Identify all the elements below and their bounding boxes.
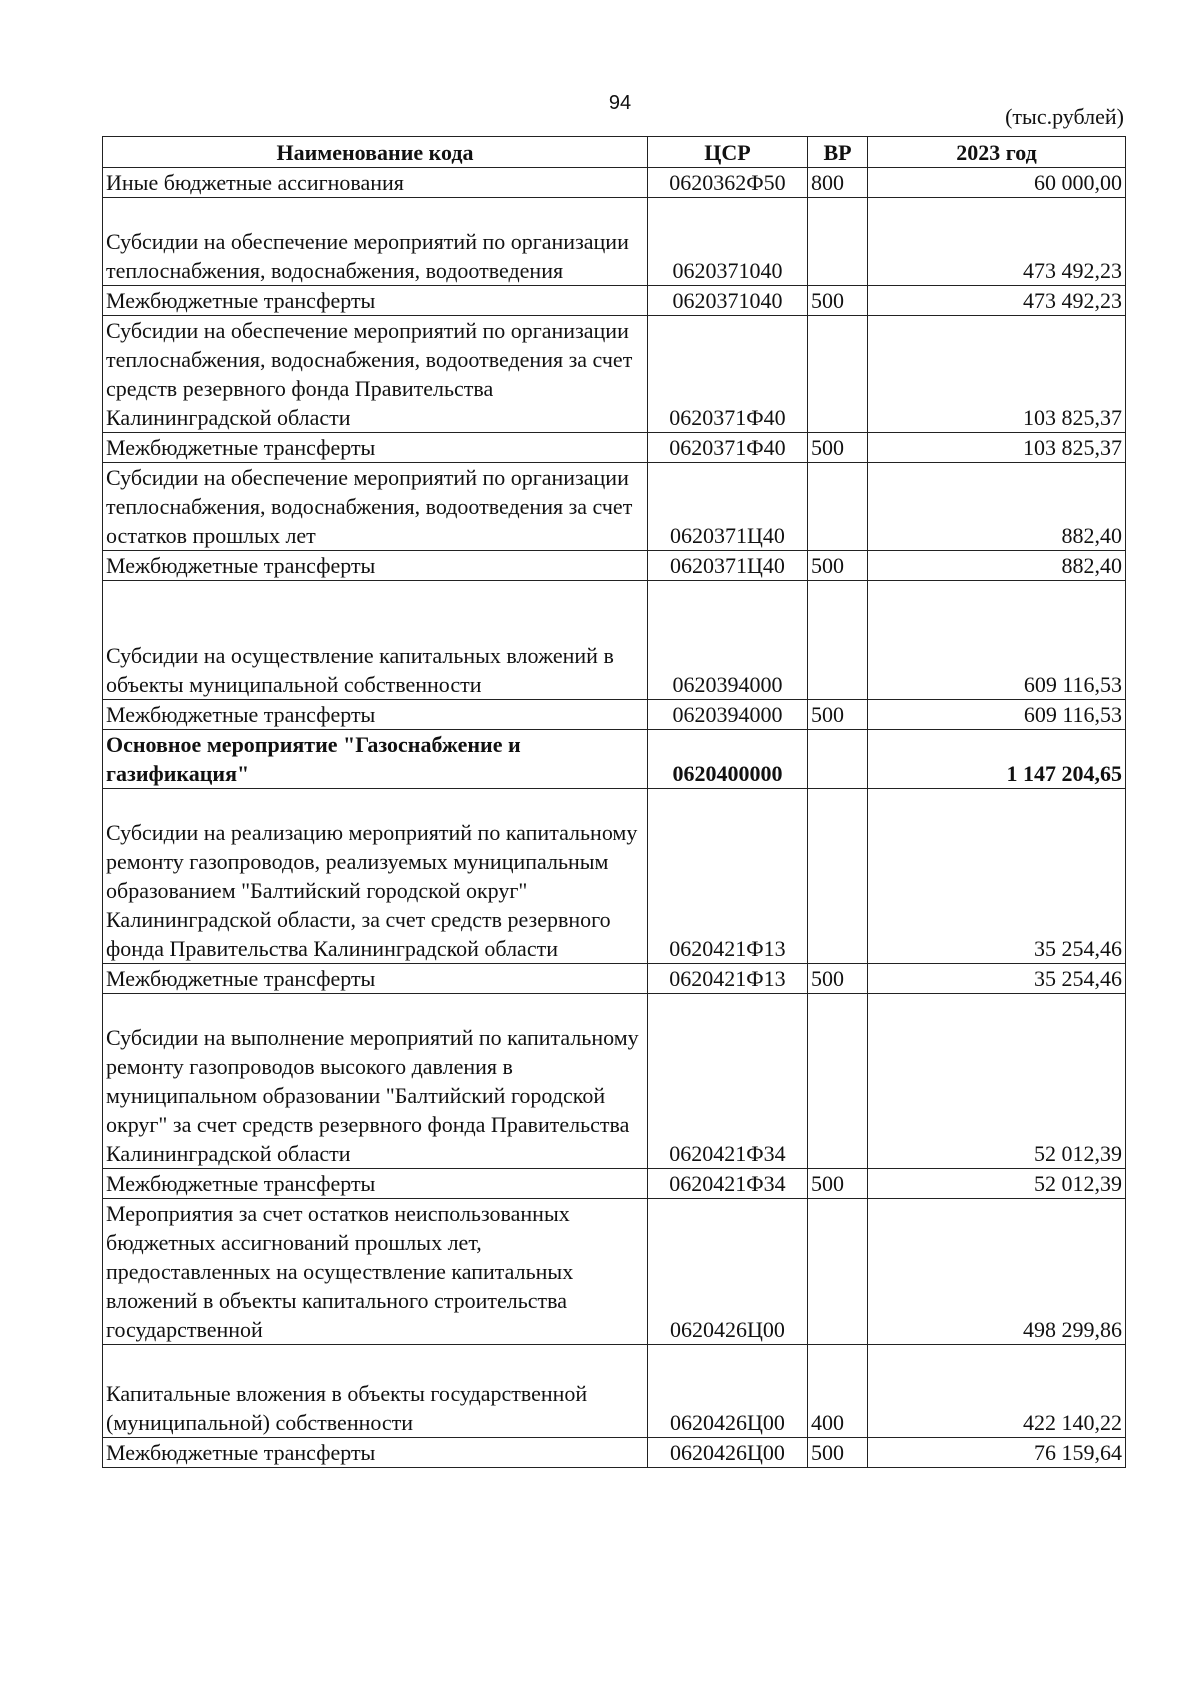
row-name: Субсидии на обеспечение мероприятий по организации теплоснабжения, водоснабжения, водоотведения за счет средств резервного фонда Правительства Калининградской области	[103, 316, 648, 433]
table-header-row	[103, 137, 1126, 168]
row-csr: 0620394000	[648, 581, 808, 700]
table-row	[103, 700, 1126, 730]
row-name: Межбюджетные трансферты	[103, 700, 648, 730]
row-value: 422 140,22	[868, 1345, 1126, 1438]
row-csr: 0620394000	[648, 700, 808, 730]
row-name: Межбюджетные трансферты	[103, 286, 648, 316]
table-row	[103, 1169, 1126, 1199]
row-value: 60 000,00	[868, 168, 1126, 198]
row-name: Субсидии на обеспечение мероприятий по организации теплоснабжения, водоснабжения, водоотведения	[103, 198, 648, 286]
row-name: Межбюджетные трансферты	[103, 964, 648, 994]
row-name: Межбюджетные трансферты	[103, 1438, 648, 1468]
row-vr	[808, 789, 868, 964]
row-value: 473 492,23	[868, 198, 1126, 286]
row-vr	[808, 1199, 868, 1345]
row-name: Субсидии на обеспечение мероприятий по организации теплоснабжения, водоснабжения, водоотведения за счет остатков прошлых лет	[103, 463, 648, 551]
row-value: 35 254,46	[868, 964, 1126, 994]
row-name: Межбюджетные трансферты	[103, 1169, 648, 1199]
row-value: 882,40	[868, 463, 1126, 551]
row-vr	[808, 730, 868, 789]
row-csr: 0620421Ф13	[648, 964, 808, 994]
table-row-bold	[103, 730, 1126, 789]
row-name: Мероприятия за счет остатков неиспользованных бюджетных ассигнований прошлых лет, предоставленных на осуществление капитальных вложений в объекты капитального строительства государственной	[103, 1199, 648, 1345]
row-vr: 500	[808, 1169, 868, 1199]
row-csr: 0620426Ц00	[648, 1438, 808, 1468]
row-vr	[808, 316, 868, 433]
table-row	[103, 198, 1126, 286]
row-vr: 500	[808, 700, 868, 730]
row-value: 473 492,23	[868, 286, 1126, 316]
row-value: 76 159,64	[868, 1438, 1126, 1468]
row-name: Иные бюджетные ассигнования	[103, 168, 648, 198]
row-csr: 0620362Ф50	[648, 168, 808, 198]
row-vr: 500	[808, 433, 868, 463]
row-csr: 0620426Ц00	[648, 1345, 808, 1438]
row-value: 52 012,39	[868, 1169, 1126, 1199]
row-value: 609 116,53	[868, 700, 1126, 730]
row-csr: 0620421Ф13	[648, 789, 808, 964]
page-number: 94	[608, 92, 632, 114]
row-csr: 0620421Ф34	[648, 994, 808, 1169]
row-value: 52 012,39	[868, 994, 1126, 1169]
row-csr: 0620371Ф40	[648, 433, 808, 463]
row-vr	[808, 198, 868, 286]
row-name: Субсидии на реализацию мероприятий по капитальному ремонту газопроводов, реализуемых муниципальным образованием "Балтийский городской округ" Калининградской области, за счет средств резервного фонда Правительства Калининградской области	[103, 789, 648, 964]
row-csr: 0620371Ц40	[648, 551, 808, 581]
table-row	[103, 286, 1126, 316]
row-csr: 0620371Ц40	[648, 463, 808, 551]
table-row	[103, 463, 1126, 551]
row-csr: 0620400000	[648, 730, 808, 789]
row-name: Субсидии на осуществление капитальных вложений в объекты муниципальной собственности	[103, 581, 648, 700]
row-vr: 400	[808, 1345, 868, 1438]
table-row	[103, 964, 1126, 994]
row-name: Межбюджетные трансферты	[103, 433, 648, 463]
row-vr	[808, 994, 868, 1169]
table-row	[103, 433, 1126, 463]
row-csr: 0620426Ц00	[648, 1199, 808, 1345]
row-value: 498 299,86	[868, 1199, 1126, 1345]
row-vr: 500	[808, 286, 868, 316]
row-vr: 500	[808, 1438, 868, 1468]
row-vr	[808, 581, 868, 700]
header-name: Наименование кода	[103, 137, 648, 168]
header-year: 2023 год	[868, 137, 1126, 168]
header-vr: ВР	[808, 137, 868, 168]
row-csr: 0620421Ф34	[648, 1169, 808, 1199]
row-name: Межбюджетные трансферты	[103, 551, 648, 581]
row-name: Основное мероприятие "Газоснабжение и газификация"	[103, 730, 648, 789]
row-value: 35 254,46	[868, 789, 1126, 964]
units-label: (тыс.рублей)	[1005, 104, 1124, 129]
row-csr: 0620371040	[648, 198, 808, 286]
row-name: Субсидии на выполнение мероприятий по капитальному ремонту газопроводов высокого давления в муниципальном образовании "Балтийский городской округ" за счет средств резервного фонда Правительства Калининградской области	[103, 994, 648, 1169]
row-vr: 500	[808, 551, 868, 581]
table-row	[103, 1345, 1126, 1438]
row-value: 882,40	[868, 551, 1126, 581]
row-csr: 0620371040	[648, 286, 808, 316]
row-csr: 0620371Ф40	[648, 316, 808, 433]
table-row	[103, 994, 1126, 1169]
row-name: Капитальные вложения в объекты государственной (муниципальной) собственности	[103, 1345, 648, 1438]
row-vr: 800	[808, 168, 868, 198]
table-row	[103, 316, 1126, 433]
row-value: 1 147 204,65	[868, 730, 1126, 789]
row-value: 609 116,53	[868, 581, 1126, 700]
table-row	[103, 1199, 1126, 1345]
row-value: 103 825,37	[868, 316, 1126, 433]
row-value: 103 825,37	[868, 433, 1126, 463]
table-row	[103, 789, 1126, 964]
table-row	[103, 1438, 1126, 1468]
table-row	[103, 551, 1126, 581]
row-vr	[808, 463, 868, 551]
header-csr: ЦСР	[648, 137, 808, 168]
row-vr: 500	[808, 964, 868, 994]
table-row	[103, 168, 1126, 198]
table-row	[103, 581, 1126, 700]
budget-table	[102, 136, 1126, 1468]
